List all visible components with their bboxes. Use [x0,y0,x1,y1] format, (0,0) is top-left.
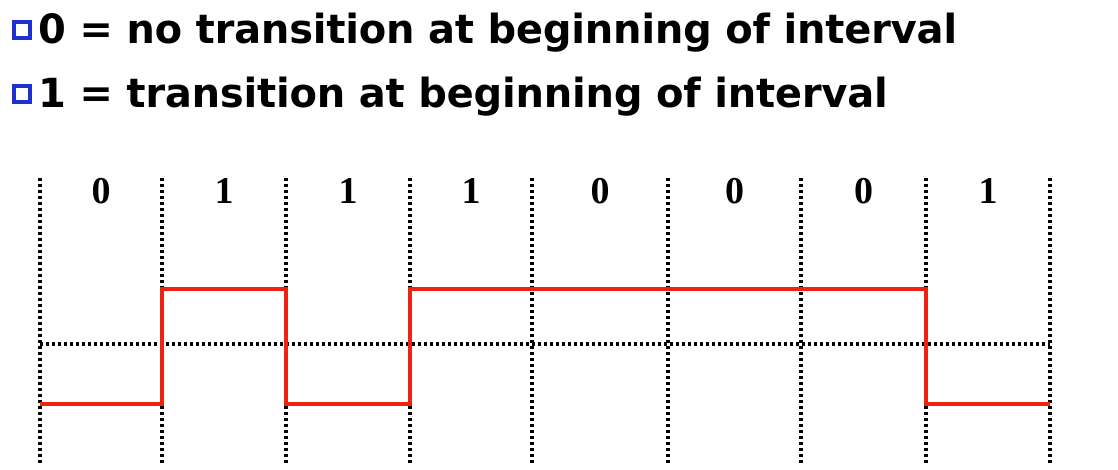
signal-waveform [40,289,1050,404]
interval-boundaries [40,178,1050,466]
bit-label: 0 [91,170,111,212]
bit-label: 1 [978,170,998,212]
bit-labels [92,170,998,212]
bit-label: 0 [725,170,744,212]
legend-text-one: 1 = transition at beginning of interval [38,71,888,117]
bit-label: 1 [338,170,358,212]
legend-text-zero: 0 = no transition at beginning of interval [38,7,957,53]
bit-label: 1 [214,170,234,212]
bit-label: 1 [461,170,481,212]
bit-label: 0 [854,170,873,212]
bit-label: 0 [590,170,610,212]
